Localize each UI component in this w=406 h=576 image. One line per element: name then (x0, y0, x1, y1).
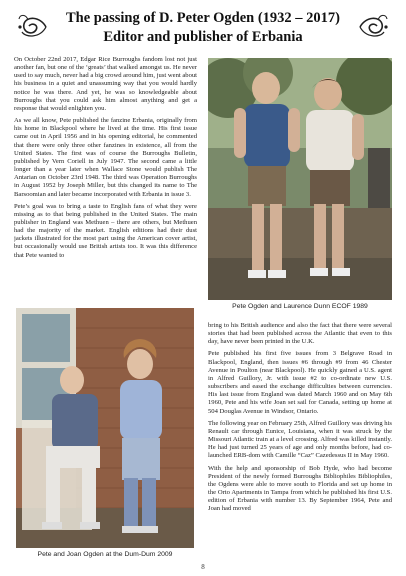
page-number: 8 (201, 563, 205, 571)
paragraph: As we all know, Pete published the fanzine Erbania, originally from his home in Blackpool where he lived at the time. His first issue came out in April 1956 and in his opening editorial, he commented that there were only three other fanzines in existence, all from the United States. The first was of course the Burroughs Bulletin, published by Vern Coriell in July 1947. The second came a little longer than a year later when Wallace Stone would publish The Antarian on October 23rd 1948. The third was Operation Burroughs in August 1952 by Joseph Miller, but this changed its name to The Barsoomian and later became incorporated with Erbania in issue 3. (14, 117, 197, 198)
right-text-column (208, 322, 392, 554)
article-header (14, 6, 392, 50)
left-text-column (14, 56, 197, 296)
article-title: The passing of D. Peter Ogden (1932 – 2017) (65, 10, 341, 26)
right-flourish-ornament (356, 10, 390, 44)
photo-pete-and-joan (16, 308, 194, 548)
photo-caption: Pete and Joan Ogden at the Dum-Dum 2009 (37, 551, 173, 558)
paragraph: With the help and sponsorship of Bob Hyde, who had become President of the newly formed Burroughs Bibliophiles Bibliophiles, the Ogdens were able to move south to Florida and set up home in the Orto Apartments in Tampa from which he published his first U.S. edition of Erbania with number 13. By September 1964, Pete and Joan had moved (208, 464, 392, 513)
photo-caption: Pete Ogden and Laurence Dunn ECOF 1989 (232, 303, 368, 310)
photo-pete-and-laurence (208, 58, 392, 300)
paragraph: On October 22nd 2017, Edgar Rice Burroughs fandom lost not just another fan, but one of the ‘greats’ that walked amongst us. He never used to say much, never had a big crowd around him, just went about his business in a quiet and unassuming way that you would hardly notice he was there. And yet, he was so knowledgeable about Burroughs that you could ask him almost anything and get a response that would enlighten you. (14, 56, 197, 112)
article-subtitle: Editor and publisher of Erbania (103, 29, 303, 45)
paragraph: Pete’s goal was to bring a taste to English fans of what they were missing as to that being published in the United States. The main publisher in England was Methuen – there are others, but Methuen had the majority of the market. English editions had their dust jackets illustrated for the most part using the American cover artist, but occasionally would use British artists too. It was this difference that Pete wanted to (14, 202, 197, 259)
paragraph: The following year on February 25th, Alfred Guillory was driving his Renault car through Eunice, Louisiana, when it was struck by the Missouri Atlantic train at a level crossing. Alfred was killed instantly. He had just turned 25 years of age and only months before, had co-launched ERB-dom with Camille “Caz” Cazedessus II in May 1960. (208, 419, 392, 460)
paragraph: Pete published his first five issues from 3 Belgrave Road in Blackpool, England, then issues #6 through #9 from 46 Chester Avenue in Poulton (near Blackpool). He quickly gained a U.S. agent in Alfred Guillory, Jr. with issue #2 to co-ordinate new U.S. subscribers and eased the exchange difficulties between currencies. His last issue from England was dated March 1960 and on May 6th 1960, Pete and his wife Joan set sail for Canada, setting up home at 504 Douglas Avenue in Windsor, Ontario. (208, 350, 392, 415)
left-flourish-ornament (16, 10, 50, 44)
paragraph: bring to his British audience and also the fact that there were several stories that had been published across the Atlantic that even to this day, have never been printed in the U.K. (208, 322, 392, 346)
